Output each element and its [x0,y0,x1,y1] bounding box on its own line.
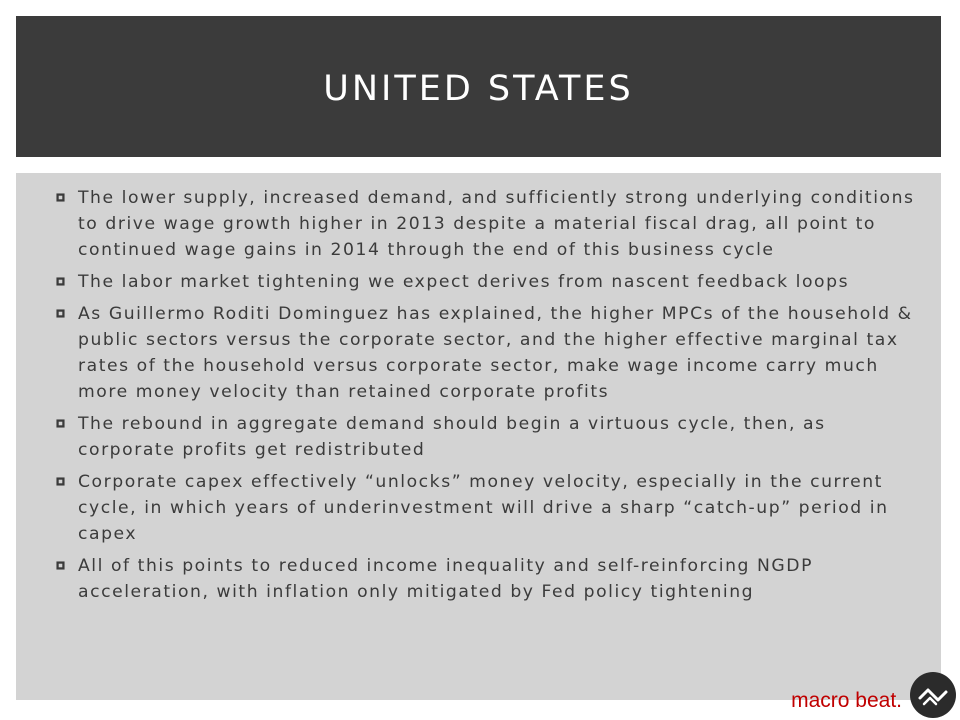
slide-title: UNITED STATES [323,68,634,109]
bullet-item [56,269,921,295]
bullet-item [56,469,921,547]
bullet-text: The labor market tightening we expect derives from nascent feedback loops [78,272,850,292]
brand-footer [791,672,956,718]
bullet-item [56,411,921,463]
bullet-text: All of this points to reduced income inequality and self-reinforcing NGDP acceleration, with inflation only mitigated by Fed policy tightening [78,556,813,602]
bullet-item [56,185,921,263]
square-bullet-icon [56,419,65,428]
square-bullet-icon [56,477,65,486]
bullet-text: The lower supply, increased demand, and sufficiently strong underlying conditions to drive wage growth higher in 2013 despite a material fiscal drag, all point to continued wage gains in 2014 through the end of this business cycle [78,188,915,260]
macro-beat-logo-icon [910,672,956,718]
square-bullet-icon [56,277,65,286]
square-bullet-icon [56,193,65,202]
title-bar [16,16,941,157]
bullet-text: The rebound in aggregate demand should begin a virtuous cycle, then, as corporate profits get redistributed [78,414,826,460]
bullet-text: As Guillermo Roditi Dominguez has explained, the higher MPCs of the household & public sectors versus the corporate sector, and the higher effective marginal tax rates of the household versus corporate sector, make wage income carry much more money velocity than retained corporate profits [78,304,913,402]
chevron-wave-icon [916,678,950,712]
content-panel [16,173,941,700]
bullet-text: Corporate capex effectively “unlocks” money velocity, especially in the current cycle, in which years of underinvestment will drive a sharp “catch-up” period in capex [78,472,889,544]
bullet-item [56,301,921,405]
brand-name: macro beat. [791,689,902,712]
square-bullet-icon [56,309,65,318]
bullet-list [16,173,941,605]
square-bullet-icon [56,561,65,570]
bullet-item [56,553,921,605]
